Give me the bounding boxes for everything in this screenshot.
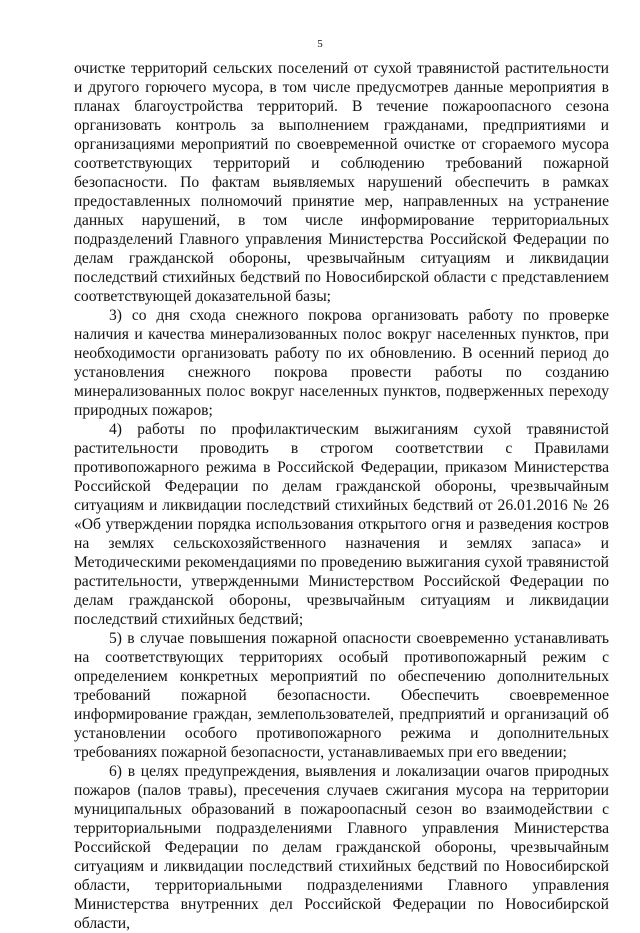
paragraph-continuation: очистке территорий сельских поселений от сухой травянистой растительности и другого горючего мусора, в том числе предусмотрев данные мероприятия в планах благоустройства территорий. В течение пожароопасного сезона организовать контроль за выполнением гражданами, предприятиями и организациями мероприятий по своевременной очистке от сгораемого мусора соответствующих территорий и соблюдению требований пожарной безопасности. По фактам выявляемых нарушений обеспечить в рамках предоставленных полномочий принятие мер, направленных на устранение данных нарушений, в том числе информирование территориальных подразделений Главного управления Министерства Российской Федерации по делам гражданской обороны, чрезвычайным ситуациям и ликвидации последствий стихийных бедствий по Новосибирской области с представлением соответствующей доказательной базы; <box>74 60 609 305</box>
paragraph-item-6: 6) в целях предупреждения, выявления и локализации очагов природных пожаров (палов травы), пресечения случаев сжигания мусора на территории муниципальных образований в пожароопасный сезон во взаимодействии с территориальными подразделениями Главного управления Министерства Российской Федерации по делам гражданской обороны, чрезвычайным ситуациям и ликвидации последствий стихийных бедствий по Новосибирской области, территориальными подразделениями Главного управления Министерства внутренних дел Российской Федерации по Новосибирской области, <box>74 763 609 932</box>
document-body <box>74 59 609 933</box>
paragraph-item-3: 3) со дня схода снежного покрова организовать работу по проверке наличия и качества минерализованных полос вокруг населенных пунктов, при необходимости организовать работу по их обновлению. В осенний период до установления снежного покрова провести работы по созданию минерализованных полос вокруг населенных пунктов, подверженных переходу природных пожаров; <box>74 307 609 419</box>
page-number: 5 <box>317 38 323 50</box>
paragraph-item-5: 5) в случае повышения пожарной опасности своевременно устанавливать на соответствующих территориях особый противопожарный режим с определением конкретных мероприятий по обеспечению дополнительных требований пожарной безопасности. Обеспечить своевременное информирование граждан, землепользователей, предприятий и организаций об установлении особого противопожарного режима и дополнительных требованиях пожарной безопасности, устанавливаемых при его введении; <box>74 630 609 761</box>
paragraph-item-4: 4) работы по профилактическим выжиганиям сухой травянистой растительности проводить в строгом соответствии с Правилами противопожарного режима в Российской Федерации, приказом Министерства Российской Федерации по делам гражданской обороны, чрезвычайным ситуациям и ликвидации последствий стихийных бедствий от 26.01.2016 № 26 «Об утверждении порядка использования открытого огня и разведения костров на землях сельскохозяйственного назначения и землях запаса» и Методическими рекомендациями по проведению выжигания сухой травянистой растительности, утвержденными Министерством Российской Федерации по делам гражданской обороны, чрезвычайным ситуациям и ликвидации последствий стихийных бедствий; <box>74 421 609 628</box>
